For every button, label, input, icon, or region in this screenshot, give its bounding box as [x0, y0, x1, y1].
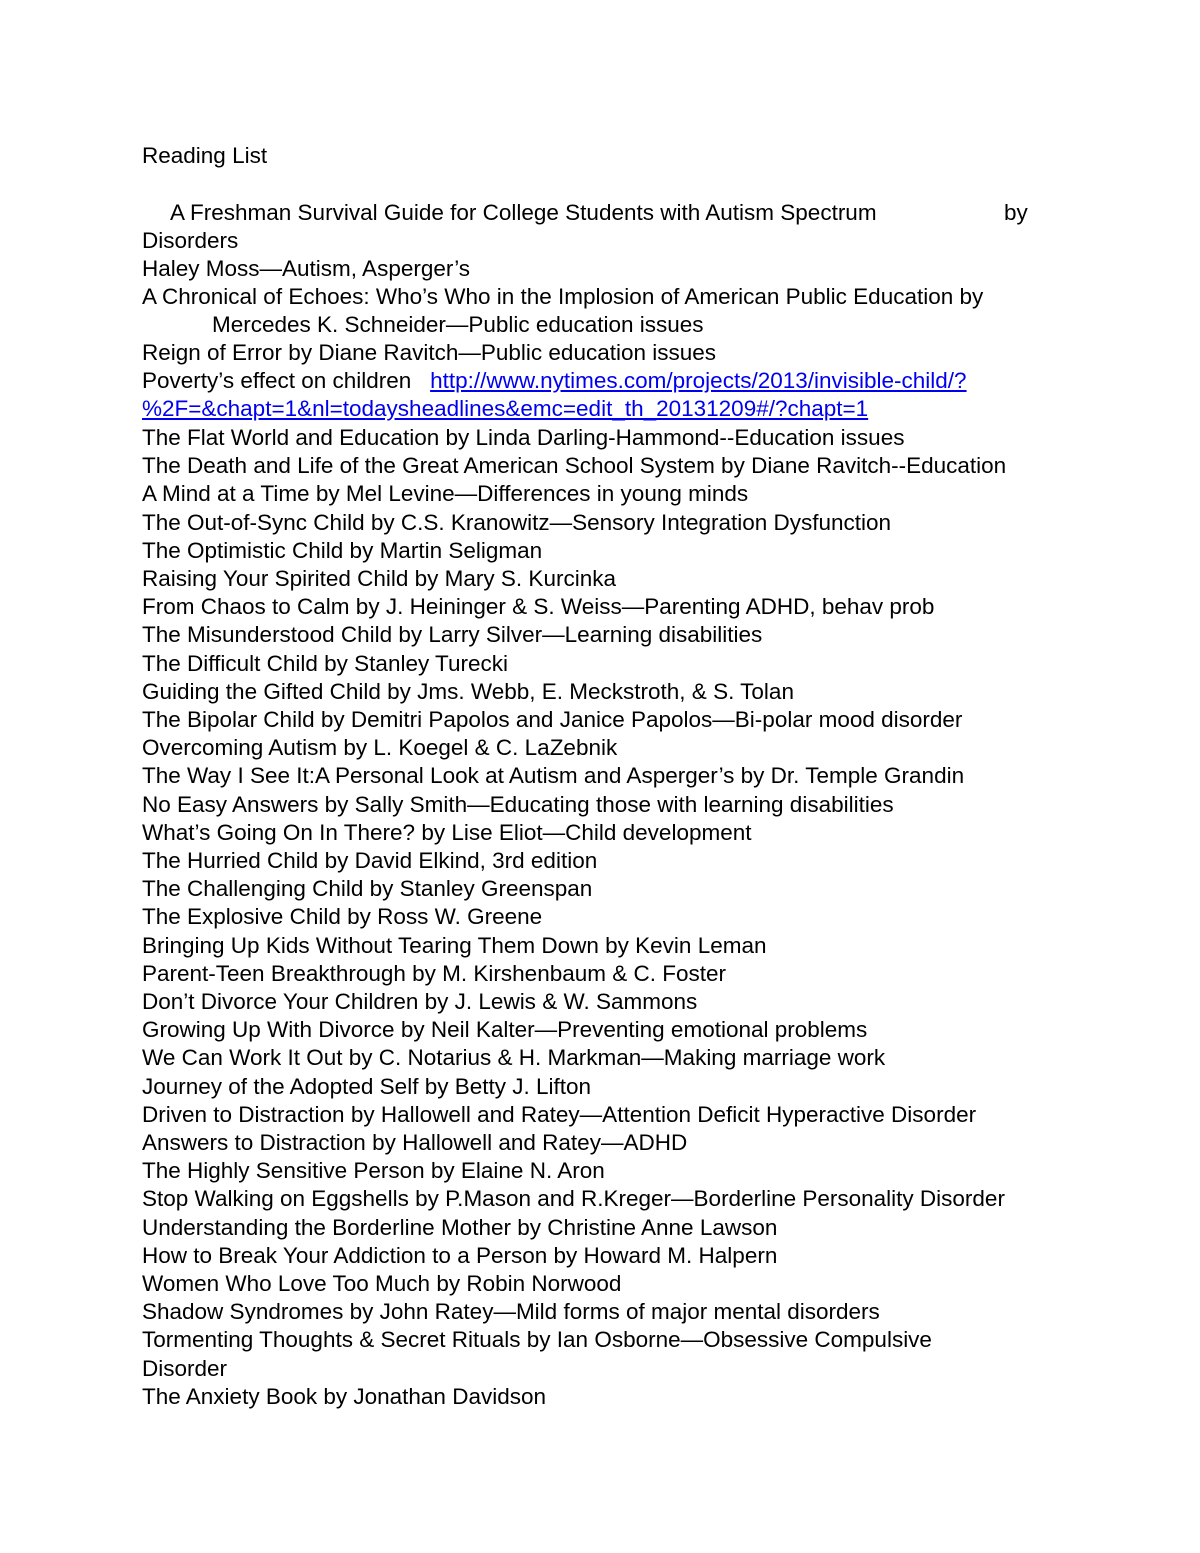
intro-by: by — [1004, 200, 1028, 225]
book-item: Raising Your Spirited Child by Mary S. Kurcinka — [142, 566, 616, 591]
list-item: Reign of Error by Diane Ravitch—Public education issues — [142, 340, 717, 365]
book-item: Disorder — [142, 1356, 228, 1381]
book-item: Shadow Syndromes by John Ratey—Mild forms of major mental disorders — [142, 1299, 880, 1324]
poverty-label: Poverty’s effect on children — [142, 368, 412, 393]
book-item: Bringing Up Kids Without Tearing Them Down by Kevin Leman — [142, 933, 767, 958]
book-item: From Chaos to Calm by J. Heininger & S. Weiss—Parenting ADHD, behav prob — [142, 594, 935, 619]
book-item: The Difficult Child by Stanley Turecki — [142, 651, 508, 676]
book-item: The Misunderstood Child by Larry Silver—Learning disabilities — [142, 622, 763, 647]
book-item: Understanding the Borderline Mother by Christine Anne Lawson — [142, 1215, 778, 1240]
book-item: What’s Going On In There? by Lise Eliot—Child development — [142, 820, 752, 845]
book-item: Parent-Teen Breakthrough by M. Kirshenbaum & C. Foster — [142, 961, 727, 986]
book-item: A Mind at a Time by Mel Levine—Differences in young minds — [142, 481, 749, 506]
book-item: Journey of the Adopted Self by Betty J. Lifton — [142, 1074, 592, 1099]
list-item: A Chronical of Echoes: Who’s Who in the Implosion of American Public Education by — [142, 284, 984, 309]
book-item: No Easy Answers by Sally Smith—Educating those with learning disabilities — [142, 792, 894, 817]
book-item: The Explosive Child by Ross W. Greene — [142, 904, 543, 929]
book-item: Growing Up With Divorce by Neil Kalter—Preventing emotional problems — [142, 1017, 868, 1042]
book-item: We Can Work It Out by C. Notarius & H. Markman—Making marriage work — [142, 1045, 886, 1070]
poverty-link-continuation — [142, 395, 868, 423]
poverty-line — [142, 367, 967, 395]
book-item: Stop Walking on Eggshells by P.Mason and R.Kreger—Borderline Personality Disorder — [142, 1186, 1005, 1211]
book-item: How to Break Your Addiction to a Person by Howard M. Halpern — [142, 1243, 778, 1268]
book-item: The Bipolar Child by Demitri Papolos and Janice Papolos—Bi-polar mood disorder — [142, 707, 963, 732]
book-item: Tormenting Thoughts & Secret Rituals by Ian Osborne—Obsessive Compulsive — [142, 1327, 932, 1352]
book-item: The Way I See It:A Personal Look at Autism and Asperger’s by Dr. Temple Grandin — [142, 763, 965, 788]
book-item: The Flat World and Education by Linda Darling-Hammond--Education issues — [142, 425, 905, 450]
book-item: Driven to Distraction by Hallowell and Ratey—Attention Deficit Hyperactive Disorder — [142, 1102, 977, 1127]
book-item: Overcoming Autism by L. Koegel & C. LaZebnik — [142, 735, 618, 760]
book-item: The Anxiety Book by Jonathan Davidson — [142, 1384, 547, 1409]
book-item: Don’t Divorce Your Children by J. Lewis & W. Sammons — [142, 989, 698, 1014]
book-item: The Out-of-Sync Child by C.S. Kranowitz—Sensory Integration Dysfunction — [142, 510, 892, 535]
book-item: The Death and Life of the Great American School System by Diane Ravitch--Education — [142, 453, 1007, 478]
book-item: The Optimistic Child by Martin Seligman — [142, 538, 543, 563]
book-item: The Hurried Child by David Elkind, 3rd edition — [142, 848, 598, 873]
intro-line-2: Disorders — [142, 228, 239, 253]
nytimes-link[interactable]: http://www.nytimes.com/projects/2013/invisible-child/? — [430, 368, 967, 393]
book-item: The Challenging Child by Stanley Greenspan — [142, 876, 593, 901]
list-item: Mercedes K. Schneider—Public education issues — [212, 312, 704, 337]
list-item: Haley Moss—Autism, Asperger’s — [142, 256, 471, 281]
book-item: Answers to Distraction by Hallowell and Ratey—ADHD — [142, 1130, 688, 1155]
nytimes-link-continuation[interactable]: %2F=&chapt=1&nl=todaysheadlines&emc=edit_th_20131209#/?chapt=1 — [142, 396, 869, 421]
book-item: Guiding the Gifted Child by Jms. Webb, E. Meckstroth, & S. Tolan — [142, 679, 794, 704]
book-item: Women Who Love Too Much by Robin Norwood — [142, 1271, 622, 1296]
book-item: The Highly Sensitive Person by Elaine N. Aron — [142, 1158, 605, 1183]
page-title: Reading List — [142, 143, 268, 168]
intro-line-1: A Freshman Survival Guide for College Students with Autism Spectrum — [170, 200, 877, 225]
